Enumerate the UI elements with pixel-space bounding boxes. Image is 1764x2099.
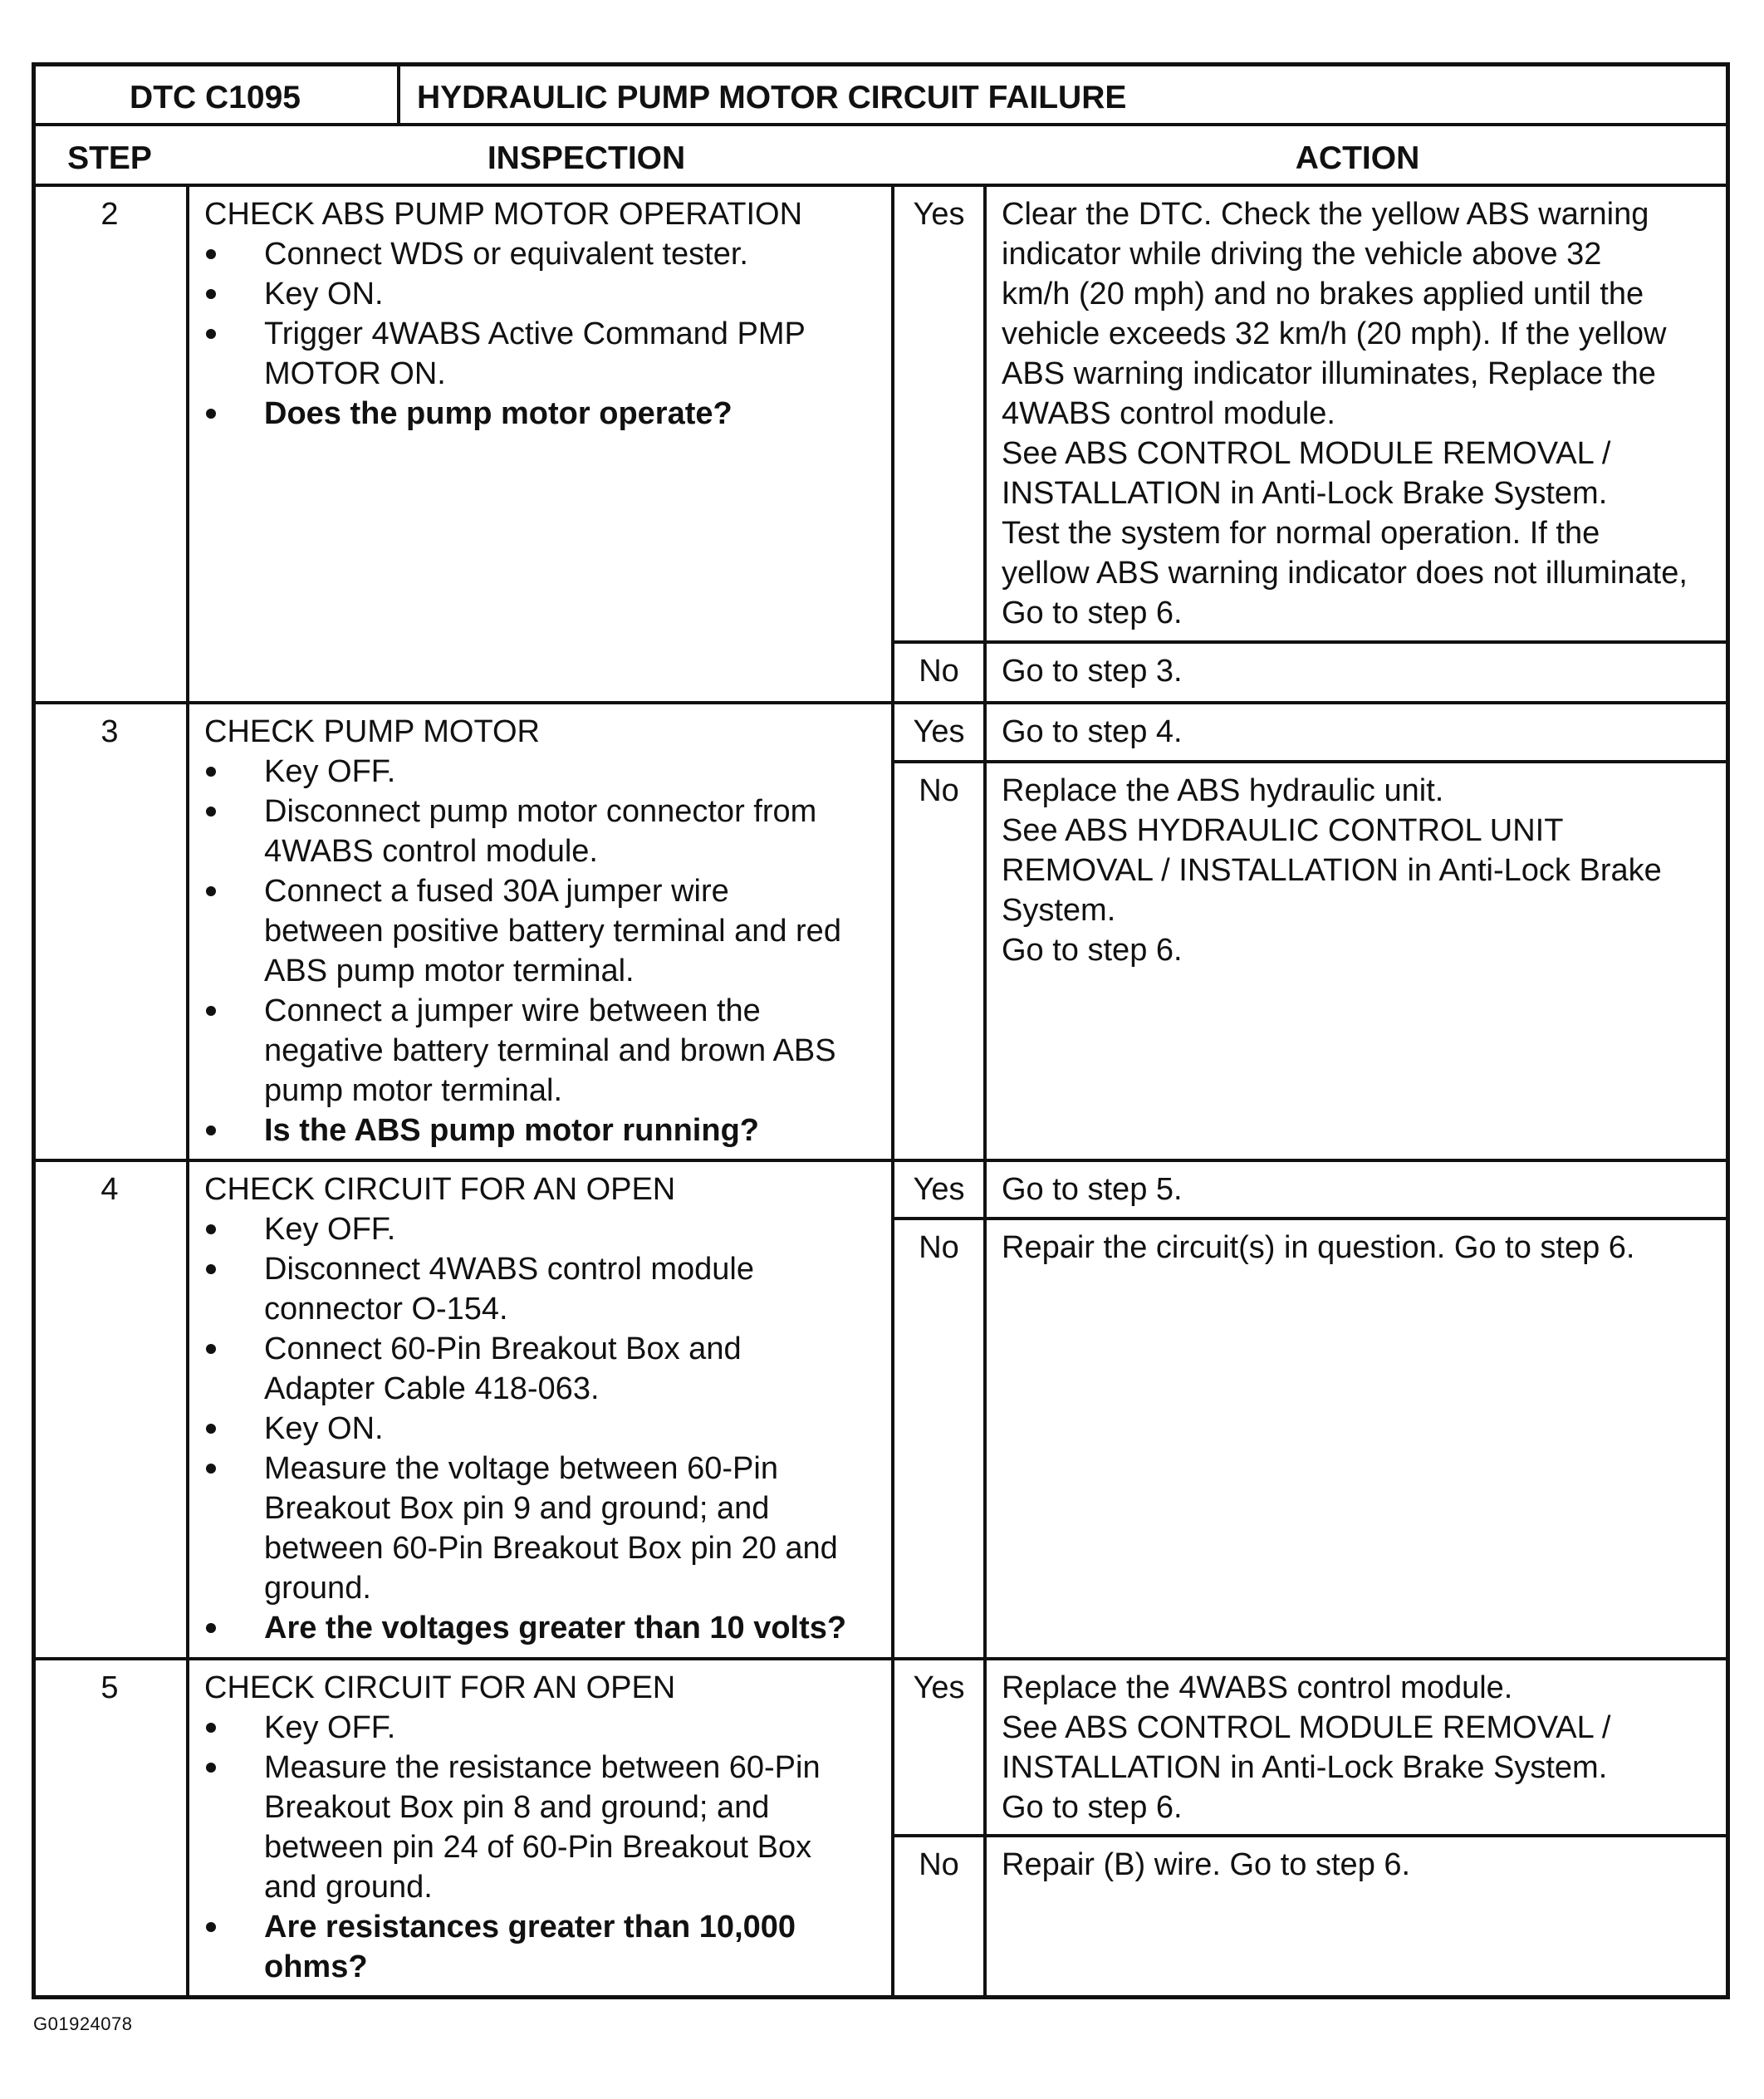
step-instruction: Connect WDS or equivalent tester. (264, 237, 748, 272)
column-header-divider (32, 184, 1730, 187)
yes-action-text: Clear the DTC. Check the yellow ABS warning (1002, 197, 1649, 232)
bullet-icon (206, 249, 216, 259)
yes-action-text: indicator while driving the vehicle above 32 (1002, 237, 1602, 272)
step-instruction: MOTOR ON. (264, 356, 446, 391)
step-question: Does the pump motor operate? (264, 396, 733, 431)
step-number: 4 (100, 1172, 119, 1207)
column-header-action: ACTION (1295, 140, 1420, 176)
bullet-icon (206, 409, 216, 419)
yes-no-divider (893, 760, 1730, 763)
step-instruction: Connect a jumper wire between the (264, 993, 761, 1028)
step-instruction: Key OFF. (264, 1212, 396, 1247)
no-action-text: Replace the ABS hydraulic unit. (1002, 773, 1444, 808)
step-instruction: Measure the voltage between 60-Pin (264, 1451, 778, 1486)
yes-label: Yes (913, 1172, 965, 1207)
no-action-text: Repair the circuit(s) in question. Go to step 6. (1002, 1230, 1635, 1265)
step-row-divider (32, 1657, 1730, 1660)
yes-action-text: Replace the 4WABS control module. (1002, 1670, 1513, 1705)
bullet-icon (206, 1922, 216, 1932)
header-divider (32, 123, 1730, 126)
yes-no-divider (893, 1217, 1730, 1220)
yes-no-column-divider (891, 1659, 894, 1999)
bullet-icon (206, 1126, 216, 1135)
yes-action-text: See ABS CONTROL MODULE REMOVAL / (1002, 1710, 1611, 1745)
yes-action-text: Go to step 6. (1002, 596, 1183, 630)
step-instruction: Disconnect 4WABS control module (264, 1252, 754, 1287)
yes-no-column-divider (891, 185, 894, 703)
yes-action-text: INSTALLATION in Anti-Lock Brake System. (1002, 1750, 1608, 1785)
step-title: CHECK CIRCUIT FOR AN OPEN (204, 1670, 676, 1705)
bullet-icon (206, 1224, 216, 1234)
step-instruction: 4WABS control module. (264, 834, 598, 869)
step-title: CHECK ABS PUMP MOTOR OPERATION (204, 197, 803, 232)
dtc-code: DTC C1095 (130, 80, 301, 115)
yes-label: Yes (913, 197, 965, 232)
yes-action-text: km/h (20 mph) and no brakes applied until the (1002, 277, 1644, 311)
step-instruction: Key ON. (264, 277, 384, 311)
dtc-title: HYDRAULIC PUMP MOTOR CIRCUIT FAILURE (417, 80, 1127, 115)
yes-action-text: ABS warning indicator illuminates, Replace the (1002, 356, 1656, 391)
yes-action-text: Test the system for normal operation. If the (1002, 516, 1600, 551)
bullet-icon (206, 1424, 216, 1434)
step-instruction: negative battery terminal and brown ABS (264, 1033, 836, 1068)
bullet-icon (206, 1344, 216, 1354)
no-action-text: Go to step 3. (1002, 654, 1183, 689)
yes-action-text: INSTALLATION in Anti-Lock Brake System. (1002, 476, 1608, 511)
no-action-text: System. (1002, 893, 1116, 928)
yes-no-divider (893, 1834, 1730, 1837)
step-row-divider (32, 1159, 1730, 1162)
bullet-icon (206, 289, 216, 299)
yes-action-text: yellow ABS warning indicator does not illuminate, (1002, 556, 1688, 591)
no-action-text: Repair (B) wire. Go to step 6. (1002, 1847, 1411, 1882)
step-instruction: Breakout Box pin 8 and ground; and (264, 1790, 770, 1825)
step-instruction: and ground. (264, 1870, 433, 1905)
step-question: Are resistances greater than 10,000 (264, 1910, 796, 1945)
action-column-divider (983, 185, 987, 1999)
step-number: 5 (100, 1670, 119, 1705)
step-instruction: between 60-Pin Breakout Box pin 20 and (264, 1531, 838, 1566)
bullet-icon (206, 1763, 216, 1773)
bullet-icon (206, 329, 216, 339)
yes-action-text: Go to step 6. (1002, 1790, 1183, 1825)
step-question: Are the voltages greater than 10 volts? (264, 1611, 847, 1645)
step-instruction: Connect a fused 30A jumper wire (264, 874, 729, 909)
step-instruction: Key ON. (264, 1411, 384, 1446)
step-instruction: Disconnect pump motor connector from (264, 794, 817, 829)
figure-code: G01924078 (33, 2013, 133, 2034)
bullet-icon (206, 1723, 216, 1733)
yes-label: Yes (913, 1670, 965, 1705)
step-instruction: Connect 60-Pin Breakout Box and (264, 1331, 742, 1366)
step-instruction: pump motor terminal. (264, 1073, 563, 1108)
column-header-inspection: INSPECTION (487, 140, 686, 176)
step-instruction: ground. (264, 1571, 371, 1606)
bullet-icon (206, 767, 216, 777)
step-question: Is the ABS pump motor running? (264, 1113, 759, 1148)
column-header-step: STEP (67, 140, 152, 176)
step-instruction: Trigger 4WABS Active Command PMP (264, 316, 806, 351)
bullet-icon (206, 1264, 216, 1274)
step-instruction: Adapter Cable 418-063. (264, 1371, 600, 1406)
step-title: CHECK CIRCUIT FOR AN OPEN (204, 1172, 676, 1207)
step-instruction: Key OFF. (264, 754, 396, 789)
step-number: 2 (100, 197, 119, 232)
yes-action-text: See ABS CONTROL MODULE REMOVAL / (1002, 436, 1611, 471)
yes-action-text: Go to step 5. (1002, 1172, 1183, 1207)
no-action-text: Go to step 6. (1002, 933, 1183, 968)
no-action-text: REMOVAL / INSTALLATION in Anti-Lock Brake (1002, 853, 1662, 888)
step-instruction: ABS pump motor terminal. (264, 954, 635, 988)
step-instruction: between pin 24 of 60-Pin Breakout Box (264, 1830, 812, 1865)
step-instruction: connector O-154. (264, 1292, 508, 1327)
step-instruction: between positive battery terminal and red (264, 914, 841, 949)
no-label: No (919, 773, 959, 808)
bullet-icon (206, 1464, 216, 1474)
bullet-icon (206, 1006, 216, 1016)
bullet-icon (206, 807, 216, 817)
step-instruction: Breakout Box pin 9 and ground; and (264, 1491, 770, 1526)
no-action-text: See ABS HYDRAULIC CONTROL UNIT (1002, 813, 1564, 848)
step-row-divider (32, 701, 1730, 704)
yes-label: Yes (913, 714, 965, 749)
step-title: CHECK PUMP MOTOR (204, 714, 540, 749)
step-question: ohms? (264, 1949, 368, 1984)
step-instruction: Key OFF. (264, 1710, 396, 1745)
bullet-icon (206, 1623, 216, 1633)
step-number: 3 (100, 714, 119, 749)
bullet-icon (206, 886, 216, 896)
step-instruction: Measure the resistance between 60-Pin (264, 1750, 821, 1785)
no-label: No (919, 1230, 959, 1265)
no-label: No (919, 654, 959, 689)
yes-action-text: vehicle exceeds 32 km/h (20 mph). If the yellow (1002, 316, 1667, 351)
no-label: No (919, 1847, 959, 1882)
step-column-divider (186, 185, 189, 1999)
yes-no-divider (893, 640, 1730, 644)
yes-action-text: 4WABS control module. (1002, 396, 1335, 431)
yes-action-text: Go to step 4. (1002, 714, 1183, 749)
